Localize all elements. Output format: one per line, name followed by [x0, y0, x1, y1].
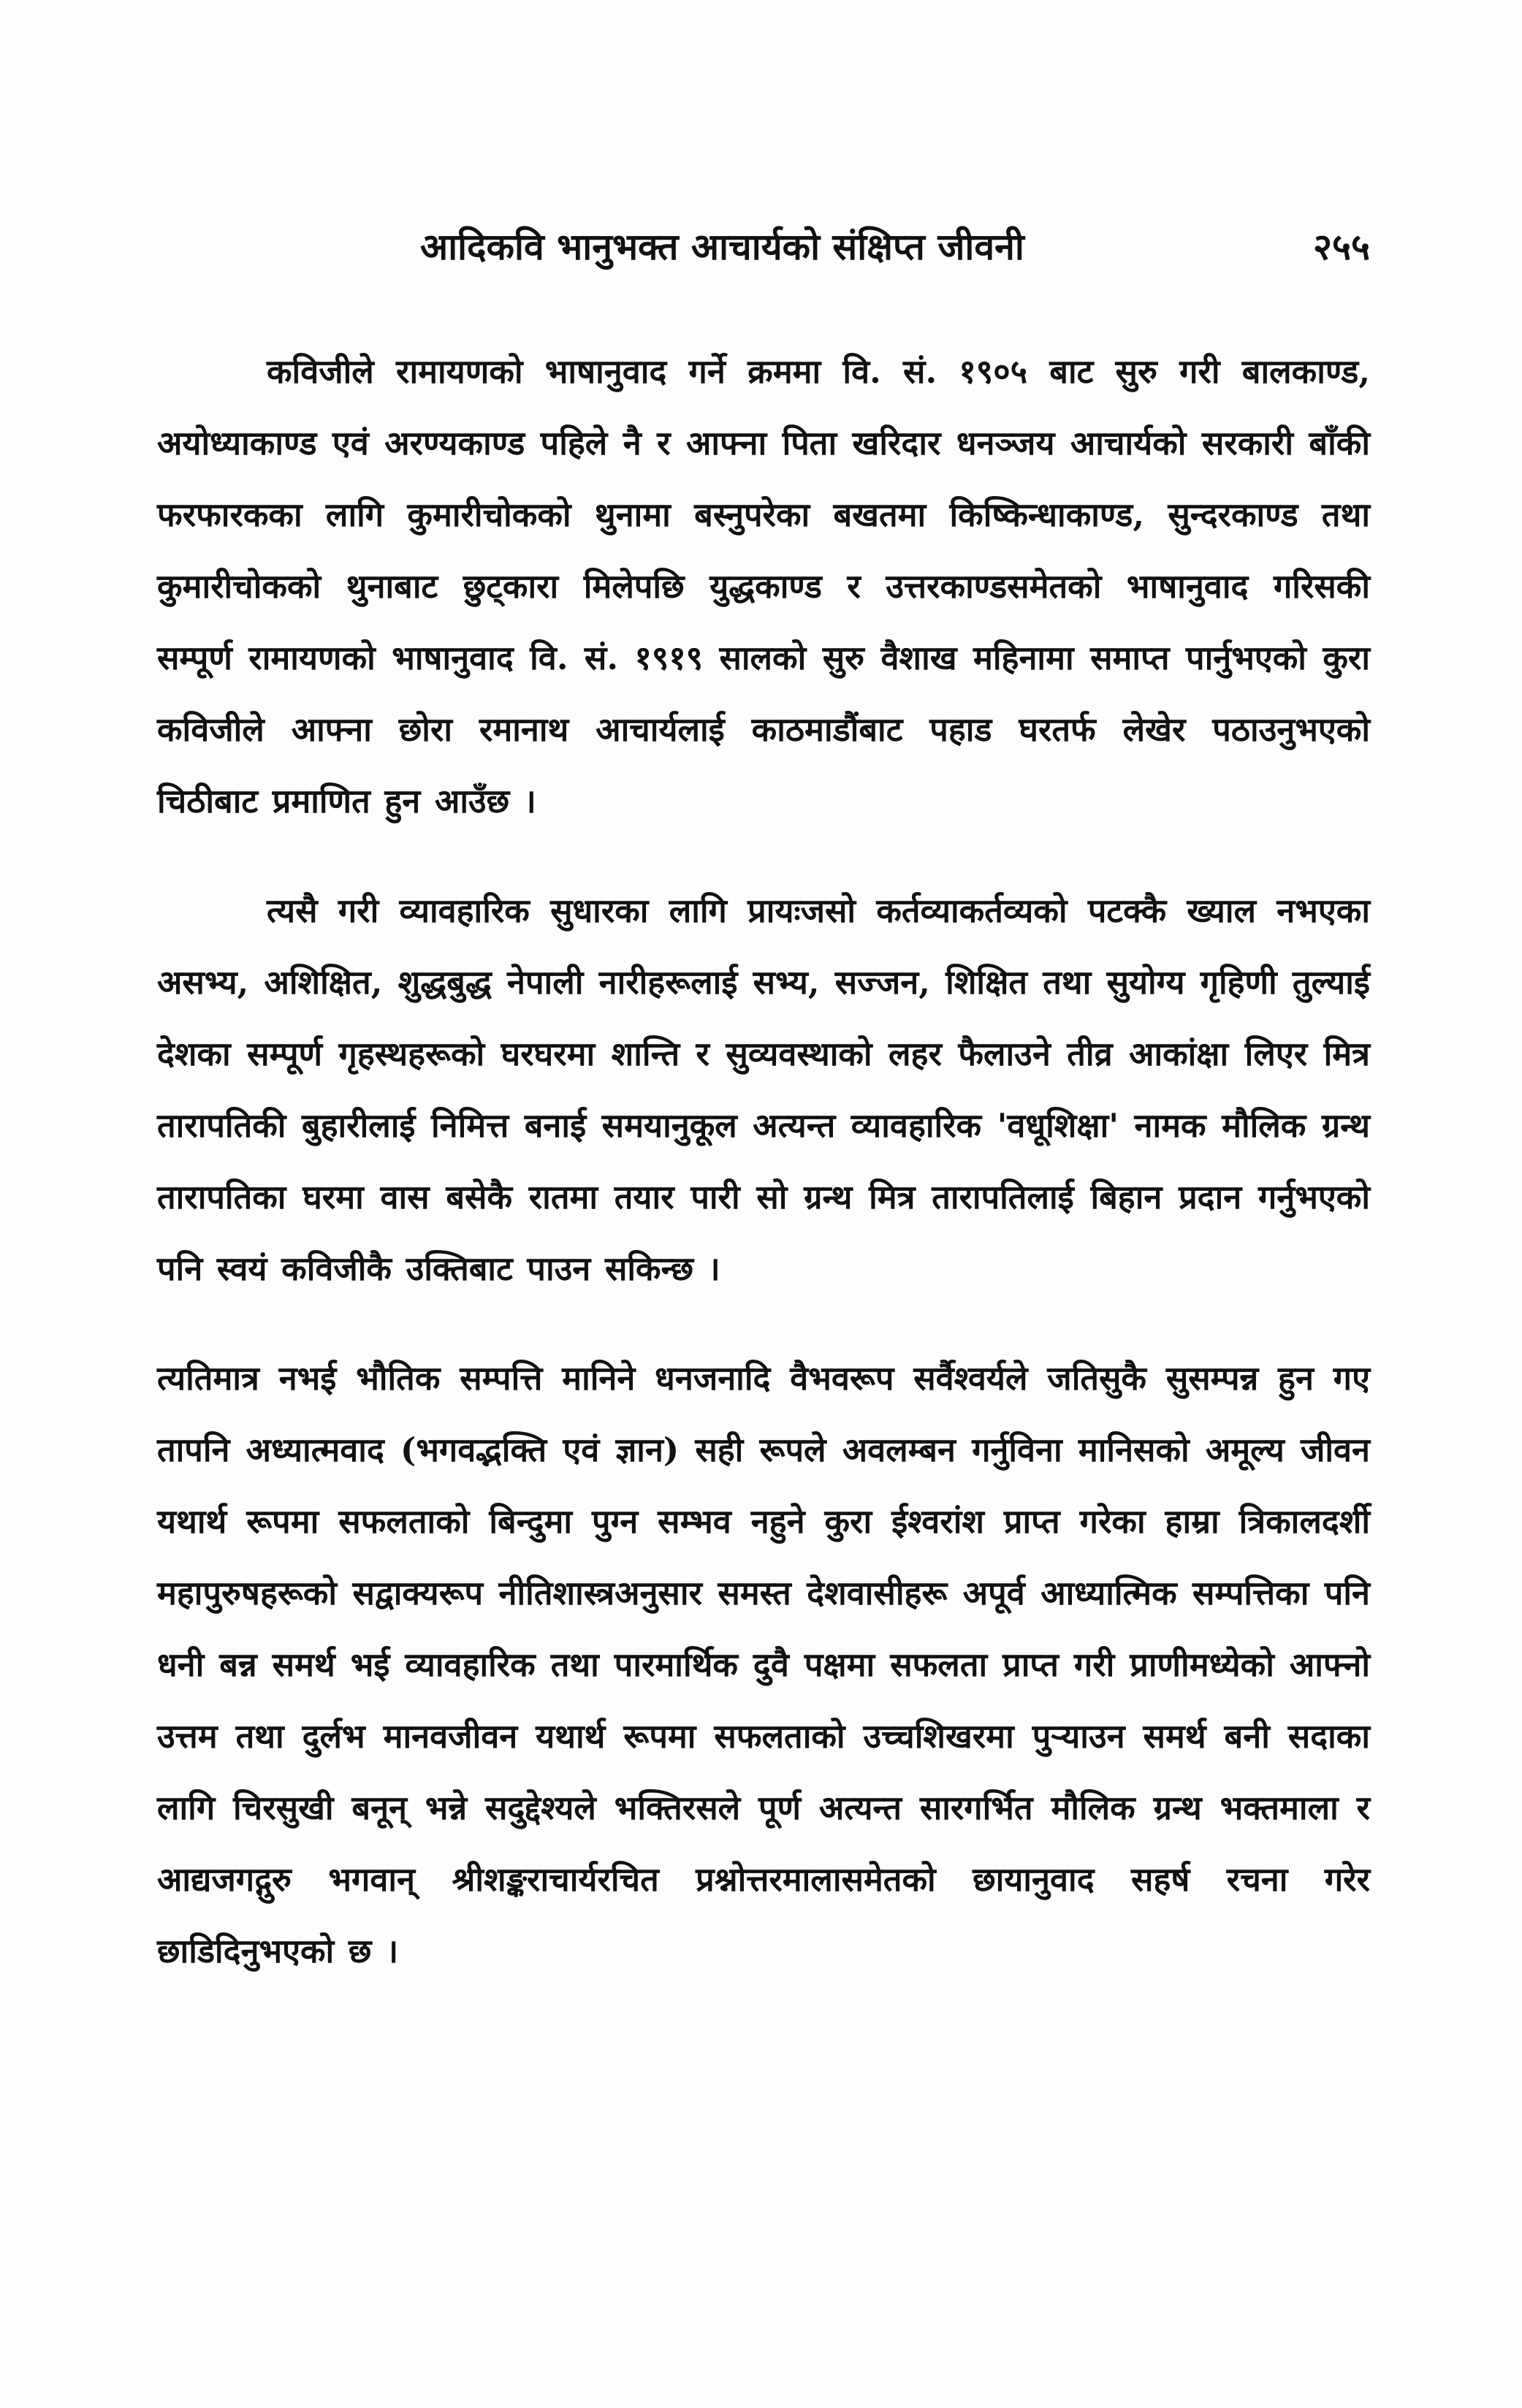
body-text — [157, 336, 1370, 1987]
paragraph-vadhushiksha: त्यसै गरी व्यावहारिक सुधारका लागि प्रायःजसो कर्तव्याकर्तव्यको पटक्कै ख्याल नभएका असभ्य, अशिक्षित, शुद्धबुद्ध नेपाली नारीहरूलाई सभ्य, सज्जन, शिक्षित तथा सुयोग्य गृहिणी तुल्याई देशका सम्पूर्ण गृहस्थहरूको घरघरमा शान्ति र सुव्यवस्थाको लहर फैलाउने तीव्र आकांक्षा लिएर मित्र तारापतिकी बुहारीलाई निमित्त बनाई समयानुकूल अत्यन्त व्यावहारिक 'वधूशिक्षा' नामक मौलिक ग्रन्थ तारापतिका घरमा वास बसेकै रातमा तयार पारी सो ग्रन्थ मित्र तारापतिलाई बिहान प्रदान गर्नुभएको पनि स्वयं कविजीकै उक्तिबाट पाउन सकिन्छ । — [157, 891, 1370, 1288]
paragraph-ramayana-translation: कविजीले रामायणको भाषानुवाद गर्ने क्रममा वि. सं. १९०५ बाट सुरु गरी बालकाण्ड, अयोध्याकाण्ड एवं अरण्यकाण्ड पहिले नै र आफ्ना पिता खरिदार धनञ्जय आचार्यको सरकारी बाँकी फरफारकका लागि कुमारीचोकको थुनामा बस्नुपरेका बखतमा किष्किन्धाकाण्ड, सुन्दरकाण्ड तथा कुमारीचोकको थुनाबाट छुट्कारा मिलेपछि युद्धकाण्ड र उत्तरकाण्डसमेतको भाषानुवाद गरिसकी सम्पूर्ण रामायणको भाषानुवाद वि. सं. १९१९ सालको सुरु वैशाख महिनामा समाप्त पार्नुभएको कुरा कविजीले आफ्ना छोरा रमानाथ आचार्यलाई काठमाडौंबाट पहाड घरतर्फ लेखेर पठाउनुभएको चिठीबाट प्रमाणित हुन आउँछ । — [157, 352, 1370, 820]
page-number: २५५ — [1313, 225, 1370, 268]
paragraph-spiritual-works: त्यतिमात्र नभई भौतिक सम्पत्ति मानिने धनजनादि वैभवरूप सर्वैश्वर्यले जतिसुकै सुसम्पन्न हुन गए तापनि अध्यात्मवाद (भगवद्भक्ति एवं ज्ञान) सही रूपले अवलम्बन गर्नुविना मानिसको अमूल्य जीवन यथार्थ रूपमा सफलताको बिन्दुमा पुग्न सम्भव नहुने कुरा ईश्वरांश प्राप्त गरेका हाम्रा त्रिकालदर्शी महापुरुषहरूको सद्वाक्यरूप नीतिशास्त्रअनुसार समस्त देशवासीहरू अपूर्व आध्यात्मिक सम्पत्तिका पनि धनी बन्न समर्थ भई व्यावहारिक तथा पारमार्थिक दुवै पक्षमा सफलता प्राप्त गरी प्राणीमध्येको आफ्नो उत्तम तथा दुर्लभ मानवजीवन यथार्थ रूपमा सफलताको उच्चशिखरमा पुर्‍याउन समर्थ बनी सदाका लागि चिरसुखी बनून् भन्ने सदुद्देश्यले भक्तिरसले पूर्ण अत्यन्त सारगर्भित मौलिक ग्रन्थ भक्तमाला र आद्यजगद्गुरु भगवान् श्रीशङ्कराचार्यरचित प्रश्नोत्तरमालासमेतको छायानुवाद सहर्ष रचना गरेर छाडिदिनुभएको छ । — [157, 1359, 1370, 1970]
chapter-title: आदिकवि भानुभक्त आचार्यको संक्षिप्त जीवनी — [420, 225, 1024, 268]
running-header — [157, 218, 1370, 276]
